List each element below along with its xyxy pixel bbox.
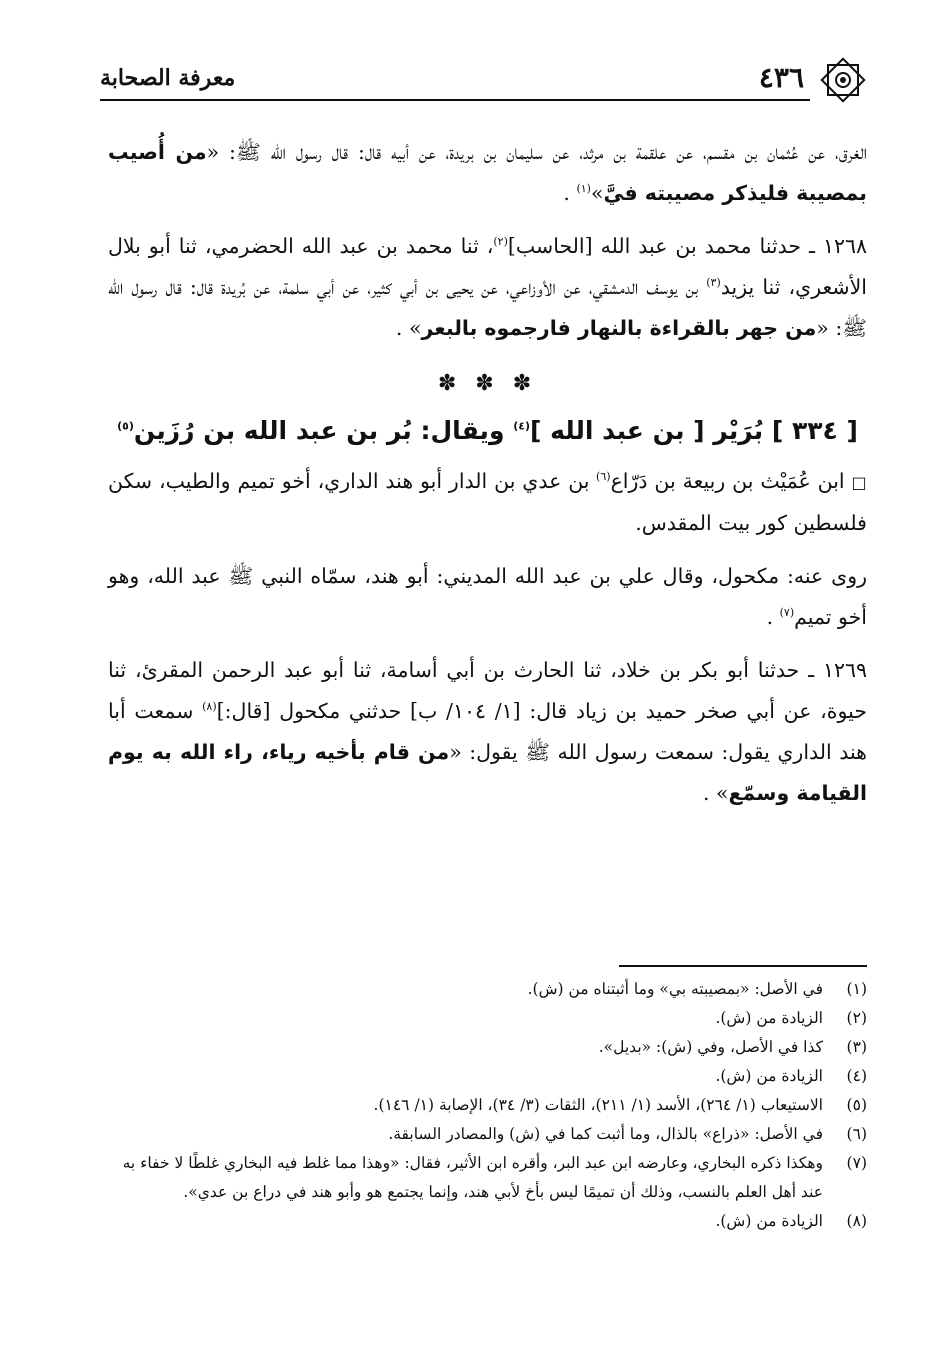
footnote-number: (١) (846, 980, 867, 998)
footnote-ref-7[interactable]: (٧) (779, 606, 795, 620)
octagram-ornament-icon (818, 55, 868, 105)
footnote-text: في الأصل: «ذراع» بالذال، وما أثبت كما في (ش) والمصادر السابقة. (388, 1125, 823, 1143)
square-marker-icon: □ (851, 473, 867, 492)
p4-text1: روى عنه: مكحول، وقال علي بن عبد الله المديني: أبو هند، سمّاه النبي ﷺ عبد الله، وهو أخو تميم (108, 564, 867, 629)
footnote-ref-8[interactable]: (٨) (202, 700, 217, 714)
footnote-ref-4[interactable]: (٤) (513, 419, 530, 433)
paragraph-bio (108, 461, 867, 544)
header-rule (100, 99, 810, 101)
footnote-number: (٥) (846, 1096, 867, 1114)
footnote-text: الاستيعاب (١/ ٢٦٤)، الأسد (١/ ٢١١)، الثقات (٣/ ٣٤)، الإصابة (١/ ١٤٦). (373, 1096, 823, 1114)
p2-text2: ، ثنا محمد بن عبد الله الحضرمي، ثنا أبو بلال الأشعري، ثنا يزيد (108, 234, 867, 299)
hadith-1: من أُصيب بمصيبة فليذكر مصيبته فيَّ (108, 140, 867, 205)
footnote-item (108, 1091, 867, 1120)
hadith-2: من جهر بالقراءة بالنهار فارجموه بالبعر (421, 316, 817, 340)
footnote-item (108, 1207, 867, 1236)
footnote-number: (٣) (846, 1038, 867, 1056)
heading-text1: [ ٣٣٤ ] بُرَيْر [ بن عبد الله ] (529, 416, 858, 445)
heading-text2: ويقال: بُر بن عبد الله بن رُزَين (133, 416, 514, 445)
footnote-text: الزيادة من (ش). (715, 1212, 823, 1230)
p5-end: » . (702, 781, 729, 805)
p5-text2: سمعت أبا هند الداري يقول: سمعت رسول الله ﷺ يقول: « (108, 699, 867, 764)
footnote-ref-2[interactable]: (٢) (493, 235, 508, 249)
p3-text1: ابن عُمَيْث بن ربيعة بن دَرّاع (610, 469, 852, 493)
footnote-item (108, 1149, 867, 1207)
footnote-text: الزيادة من (ش). (715, 1009, 823, 1027)
entry-heading (108, 410, 867, 451)
running-title: معرفة الصحابة (100, 65, 236, 91)
footnote-text: كذا في الأصل، وفي (ش): «بديل». (598, 1038, 823, 1056)
footnote-item (108, 1004, 867, 1033)
p2-end: » . (395, 316, 422, 340)
p3-text2: بن عدي بن الدار أبو هند الداري، أخو تميم والطيب، سكن فلسطين كور بيت المقدس. (108, 469, 867, 535)
p1-text: الغرق، عن عُثمان بن مقسم، عن علقمة بن مرثد، عن سليمان بن بريدة، عن أبيه قال: قال رسول الله ﷺ: « (206, 140, 868, 164)
footnote-ref-1[interactable]: (١) (576, 182, 591, 196)
p5-text1: ١٢٦٩ ـ حدثنا أبو بكر بن خلاد، ثنا الحارث بن أبي أسامة، ثنا أبو عبد الرحمن المقرئ، ثنا حيوة، عن أبي صخر حميد بن زياد قال: [١/ ١٠٤/ ب] حدثني مكحول [قال:] (108, 658, 867, 723)
footnote-item (108, 1120, 867, 1149)
footnote-number: (٢) (846, 1009, 867, 1027)
footnote-ref-5[interactable]: (٥) (117, 419, 134, 433)
footnote-number: (٧) (846, 1154, 867, 1172)
footnote-number: (٨) (846, 1212, 867, 1230)
p4-end: . (766, 605, 780, 629)
p2-text3: بن يوسف الدمشقي، عن الأوزاعي، عن يحيى بن أبي كثير، عن أبي سلمة، عن بُريدة قال: قال رسول الله ﷺ: « (108, 275, 867, 340)
footnote-item (108, 1062, 867, 1091)
footnotes (108, 975, 867, 1236)
page-header (100, 55, 868, 101)
p1-end: . (563, 181, 577, 205)
footnote-number: (٤) (846, 1067, 867, 1085)
paragraph-1 (108, 132, 867, 214)
footnote-text: في الأصل: «بمصيبته بي» وما أثبتناه من (ش). (527, 980, 823, 998)
paragraph-1269 (108, 650, 867, 814)
page-number: ٤٣٦ (758, 61, 804, 94)
p2-text1: ١٢٦٨ ـ حدثنا محمد بن عبد الله [الحاسب] (507, 234, 868, 258)
hadith-3: من قام بأخيه رياء، راء الله به يوم القيامة وسمّع (108, 740, 867, 805)
paragraph-narrators (108, 556, 867, 638)
footnote-text: وهكذا ذكره البخاري، وعارضه ابن عبد البر، وأقره ابن الأثير، فقال: «وهذا مما غلط فيه البخاري غلطًا لا خفاء به عند أهل العلم بالنسب، وذلك أن تميمًا ليس بأخ لأبي هند، وإنما يجتمع هو وأبو هند في دراع بن عدي». (122, 1154, 823, 1201)
paragraph-1268 (108, 226, 867, 349)
footnote-item (108, 1033, 867, 1062)
footnote-number: (٦) (846, 1125, 867, 1143)
main-text (108, 132, 867, 826)
section-divider-stars: ✽ ✽ ✽ (437, 371, 538, 396)
footnote-separator (619, 965, 867, 967)
footnote-item (108, 975, 867, 1004)
footnote-ref-3[interactable]: (٣) (706, 276, 721, 290)
footnote-text: الزيادة من (ش). (715, 1067, 823, 1085)
p1-close: » (590, 181, 604, 205)
footnote-ref-6[interactable]: (٦) (596, 470, 611, 484)
